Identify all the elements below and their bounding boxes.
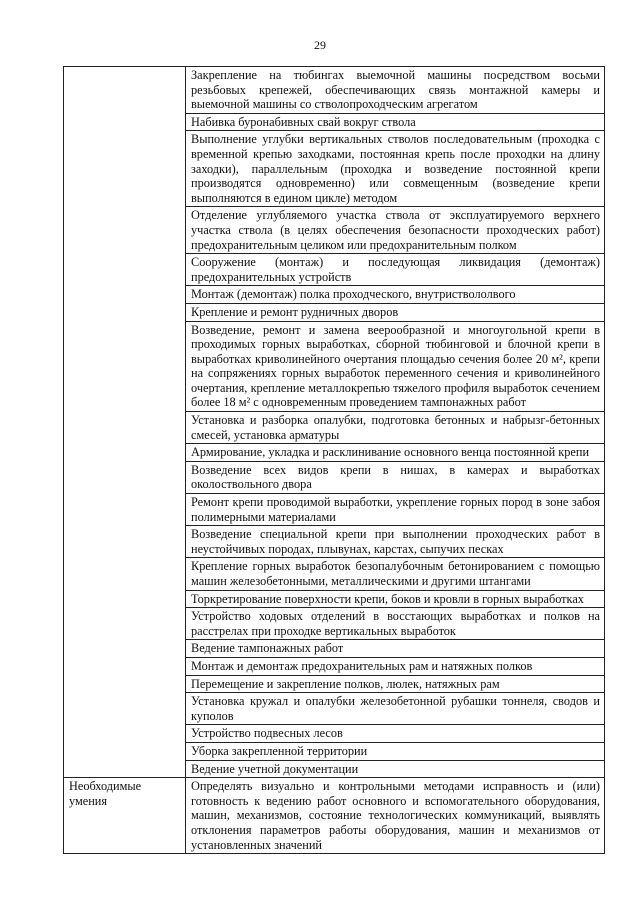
work-function-cell <box>186 461 605 493</box>
skills-label-cell <box>64 778 186 854</box>
work-function-cell <box>186 67 605 114</box>
work-function-cell <box>186 131 605 207</box>
work-function-cell <box>186 254 605 286</box>
work-function-cell <box>186 207 605 254</box>
empty-label-cell <box>64 67 186 778</box>
work-function-text: Выполнение углубки вертикальных стволов последовательным (проходка с временной крепью заходками, постоянная крепь после проходки на длину заходки), параллельным (проходка и возведение постоянной крепи производятся одновременно) или совмещенным (возведение крепи выполняются в едином цикле) методом <box>191 132 600 205</box>
work-function-text: Монтаж (демонтаж) полка проходческого, внутриствололвого <box>191 287 516 302</box>
work-function-cell <box>186 558 605 590</box>
skills-label-line2: умения <box>69 793 108 808</box>
work-function-text: Крепление горных выработок безопалубочным бетонированием с помощью машин железобетонными, металлическими и другими штангами <box>191 559 600 588</box>
work-function-cell <box>186 742 605 760</box>
work-function-cell <box>186 657 605 675</box>
work-function-text: Крепление и ремонт рудничных дворов <box>191 304 399 319</box>
work-function-cell <box>186 590 605 608</box>
work-function-text: Возведение, ремонт и замена веерообразной и многоугольной крепи в проходимых горных выработках, сборной тюбинговой и блочной крепи в выработках криволинейного очертания площадью сечения более 20 м², крепи на сопряжениях горных выработок переменного сечения и криволинейного очертания, крепление металлокрепью тяжелого профиля выработок сечением более 18 м² с одновременным проведением тампонажных работ <box>191 322 600 410</box>
work-function-cell <box>186 760 605 778</box>
work-function-text: Устройство подвесных лесов <box>191 726 343 741</box>
work-function-text: Уборка закрепленной территории <box>191 743 368 758</box>
work-function-row <box>64 67 605 114</box>
work-function-text: Перемещение и закрепление полков, люлек, натяжных рам <box>191 676 500 691</box>
skills-label-line1: Необходимые <box>69 779 142 794</box>
work-function-text: Ремонт крепи проводимой выработки, укрепление горных пород в зоне забоя полимерными материалами <box>191 495 600 524</box>
work-function-cell <box>186 725 605 743</box>
page-number: 29 <box>314 38 326 52</box>
skills-text: Определять визуально и контрольными методами исправность и (или) готовность к ведению работ основного и вспомогательного оборудования, машин, механизмов, состояние технологических коммуникаций, выявлять отклонения параметров работы оборудования, машин и механизмов от установленных значений <box>191 779 600 852</box>
work-function-cell <box>186 640 605 658</box>
work-function-text: Ведение тампонажных работ <box>191 641 344 656</box>
work-function-text: Монтаж и демонтаж предохранительных рам и натяжных полков <box>191 658 533 673</box>
work-function-text: Устройство ходовых отделений в восстающих выработках и полков на расстрелах при проходке вертикальных выработок <box>191 609 600 638</box>
work-function-cell <box>186 444 605 462</box>
work-function-text: Отделение углубляемого участка ствола от эксплуатируемого верхнего участка ствола (в целях обеспечения безопасности проходческих работ) предохранительным целиком или предохранительным полком <box>191 208 600 252</box>
work-function-cell <box>186 608 605 640</box>
work-function-text: Сооружение (монтаж) и последующая ликвидация (демонтаж) предохранительных устройств <box>191 255 600 284</box>
work-function-cell <box>186 286 605 304</box>
work-function-cell <box>186 412 605 444</box>
work-function-cell <box>186 494 605 526</box>
work-function-text: Установка кружал и опалубки железобетонной рубашки тоннеля, сводов и куполов <box>191 694 600 723</box>
work-function-cell <box>186 321 605 412</box>
work-function-text: Установка и разборка опалубки, подготовка бетонных и набрызг-бетонных смесей, установка арматуры <box>191 413 600 442</box>
work-function-text: Набивка буронабивных свай вокруг ствола <box>191 114 416 129</box>
work-function-text: Армирование, укладка и расклинивание основного венца постоянной крепи <box>191 445 590 460</box>
work-function-text: Возведение специальной крепи при выполнении проходческих работ в неустойчивых породах, плывунах, карстах, сыпучих песках <box>191 527 600 556</box>
competency-table <box>63 66 605 854</box>
work-function-cell <box>186 303 605 321</box>
skills-row <box>64 778 605 854</box>
work-function-cell <box>186 113 605 131</box>
skills-text-cell <box>186 778 605 854</box>
work-function-text: Закрепление на тюбингах выемочной машины посредством восьми резьбовых крепежей, обеспечивающих связь монтажной камеры и выемочной машины со стволопроходческим агрегатом <box>191 68 600 112</box>
work-function-cell <box>186 675 605 693</box>
work-function-cell <box>186 693 605 725</box>
work-function-cell <box>186 526 605 558</box>
work-function-text: Возведение всех видов крепи в нишах, в камерах и выработках околоствольного двора <box>191 462 600 492</box>
work-function-text: Ведение учетной документации <box>191 761 359 776</box>
work-function-text: Торкретирование поверхности крепи, боков и кровли в горных выработках <box>191 591 584 606</box>
